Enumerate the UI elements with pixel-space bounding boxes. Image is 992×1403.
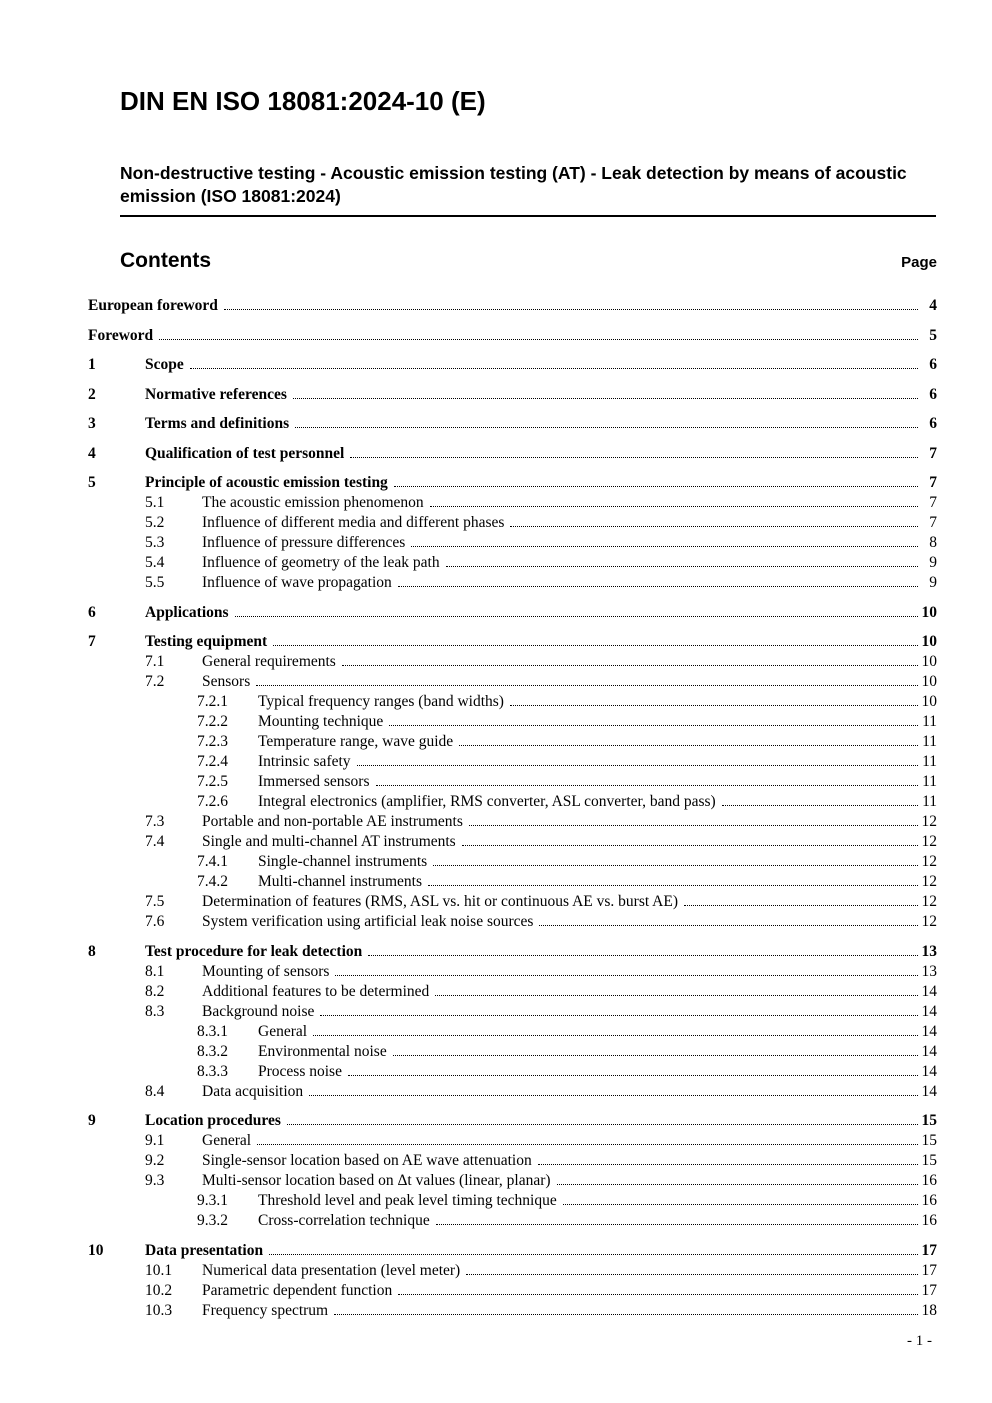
toc-entry-page: 14 [921, 1062, 937, 1080]
toc-entry [88, 355, 937, 375]
dot-leader [334, 1314, 918, 1315]
toc-entry [88, 962, 937, 982]
dot-leader [376, 785, 919, 786]
contents-heading: Contents [120, 249, 211, 272]
toc-entry-page: 7 [929, 494, 937, 511]
dot-leader [510, 705, 918, 706]
dot-leader [393, 1055, 918, 1056]
toc-entry-number: 10.3 [145, 1301, 173, 1319]
toc-entry-title: Scope [145, 356, 184, 373]
dot-leader [466, 1274, 918, 1275]
toc-entry [88, 1211, 937, 1231]
toc-entry-page: 18 [921, 1301, 937, 1319]
toc-entry-page: 15 [921, 1112, 937, 1129]
dot-leader [256, 685, 918, 686]
dot-leader [159, 339, 918, 340]
document-title: DIN EN ISO 18081:2024-10 (E) [120, 86, 486, 116]
toc-entry-title: Location procedures [145, 1112, 281, 1129]
toc-entry [88, 473, 937, 493]
toc-entry-page: 17 [921, 1241, 937, 1259]
toc-entry-number: 8.1 [145, 962, 165, 980]
toc-entry-number: 7.4.1 [197, 853, 228, 870]
toc-entry-number: 7.2.4 [197, 753, 228, 770]
toc-entry-number: 9.2 [145, 1152, 165, 1169]
toc-entry [88, 444, 937, 464]
dot-leader [435, 995, 918, 996]
toc-entry [88, 982, 937, 1002]
toc-entry [88, 326, 937, 346]
toc-entry-number: 9 [88, 1112, 96, 1129]
toc-entry-page: 9 [929, 554, 937, 571]
dot-leader [557, 1184, 918, 1185]
toc-entry [88, 1042, 937, 1062]
toc-entry-page: 7 [929, 514, 937, 531]
toc-entry-page: 15 [921, 1152, 937, 1169]
dot-leader [309, 1095, 918, 1096]
dot-leader [295, 427, 918, 428]
toc-entry-title: Environmental noise [258, 1042, 387, 1060]
dot-leader [348, 1075, 918, 1076]
toc-entry-title: Typical frequency ranges (band widths) [258, 693, 504, 710]
toc-entry-page: 5 [929, 326, 937, 344]
toc-entry-number: 6 [88, 603, 96, 621]
toc-entry-page: 14 [921, 1022, 937, 1040]
toc-entry-title: Integral electronics (amplifier, RMS converter, ASL converter, band pass) [258, 793, 716, 810]
toc-entry [88, 852, 937, 872]
toc-entry [88, 652, 937, 672]
toc-entry-number: 10 [88, 1241, 104, 1259]
toc-entry-title: Influence of wave propagation [202, 574, 392, 591]
toc-entry-number: 7.2.1 [197, 693, 228, 710]
dot-leader [510, 526, 918, 527]
dot-leader [398, 586, 918, 587]
toc-entry-title: Cross-correlation technique [258, 1212, 430, 1229]
toc-entry [88, 732, 937, 752]
toc-entry-title: Additional features to be determined [202, 982, 430, 1000]
dot-leader [436, 1224, 918, 1225]
toc-entry-page: 13 [921, 942, 937, 960]
toc-entry-title: Immersed sensors [258, 773, 370, 790]
dot-leader [287, 1124, 918, 1125]
dot-leader [368, 955, 918, 956]
toc-entry [88, 553, 937, 573]
toc-entry [88, 1002, 937, 1022]
toc-entry-title: Portable and non-portable AE instruments [202, 813, 463, 830]
toc-entry-title: Multi-sensor location based on Δt values (linear, planar) [202, 1172, 551, 1189]
toc-entry-page: 16 [921, 1212, 937, 1229]
toc-entry-page: 15 [921, 1132, 937, 1149]
toc-entry-number: 7.2.6 [197, 793, 228, 810]
contents-header [120, 249, 937, 273]
toc-entry-title: General [202, 1132, 252, 1149]
toc-entry-number: 5.1 [145, 494, 165, 511]
toc-entry [88, 533, 937, 553]
toc-entry-title: Background noise [202, 1002, 315, 1020]
toc-entry-page: 16 [921, 1172, 937, 1189]
toc-entry-number: 7.1 [145, 653, 165, 670]
toc-entry-page: 14 [921, 982, 937, 1000]
dot-leader [563, 1204, 918, 1205]
toc-entry [88, 872, 937, 892]
toc-entry-title: Intrinsic safety [258, 753, 351, 770]
toc-entry [88, 692, 937, 712]
toc-entry-number: 7.5 [145, 893, 165, 910]
toc-entry-title: Normative references [145, 385, 287, 403]
toc-entry-number: 5 [88, 474, 96, 491]
toc-entry-title: Threshold level and peak level timing technique [258, 1192, 557, 1209]
toc-entry-page: 7 [929, 444, 937, 462]
toc-entry [88, 493, 937, 513]
toc-entry-number: 8.4 [145, 1082, 165, 1100]
toc-entry-title: Data acquisition [202, 1082, 304, 1100]
toc-entry-page: 10 [921, 633, 937, 650]
dot-leader [224, 309, 918, 310]
toc-entry-title: Multi-channel instruments [258, 873, 423, 890]
toc-entry-number: 5.3 [145, 534, 165, 551]
toc-entry-title: Terms and definitions [145, 415, 290, 432]
toc-entry [88, 712, 937, 732]
dot-leader [539, 925, 918, 926]
toc-entry-title: Principle of acoustic emission testing [145, 474, 388, 491]
toc-entry-number: 8.3.3 [197, 1062, 228, 1080]
toc-entry-title: General [258, 1022, 308, 1040]
toc-entry-page: 11 [922, 733, 937, 750]
toc-entry [88, 1022, 937, 1042]
dot-leader [433, 865, 918, 866]
dot-leader [357, 765, 918, 766]
toc-entry-title: Data presentation [145, 1241, 264, 1259]
toc-entry-number: 7.2.5 [197, 773, 228, 790]
toc-entry-number: 7.2 [145, 673, 165, 690]
dot-leader [342, 665, 918, 666]
toc-entry-title: Influence of pressure differences [202, 534, 406, 551]
toc-entry-title: Temperature range, wave guide [258, 733, 454, 750]
toc-entry-title: Influence of different media and different phases [202, 514, 505, 531]
toc-entry-title: Single-sensor location based on AE wave attenuation [202, 1152, 532, 1169]
toc-entry-number: 7.6 [145, 913, 165, 930]
toc-entry-title: Foreword [88, 326, 154, 344]
toc-entry [88, 812, 937, 832]
toc-entry-number: 7 [88, 633, 96, 650]
toc-entry-number: 9.3.2 [197, 1212, 228, 1229]
toc-entry [88, 1082, 937, 1102]
toc-entry-number: 7.4 [145, 833, 165, 850]
toc-entry-page: 11 [922, 713, 937, 730]
toc-entry-page: 12 [921, 813, 937, 830]
dot-leader [335, 975, 918, 976]
page-number-footer: - 1 - [907, 1333, 932, 1349]
dot-leader [293, 398, 918, 399]
toc-entry-page: 6 [929, 385, 937, 403]
toc-entry-title: Test procedure for leak detection [145, 942, 363, 960]
toc-entry-page: 10 [921, 693, 937, 710]
toc-entry-number: 8 [88, 942, 96, 960]
toc-entry-title: Qualification of test personnel [145, 444, 345, 462]
toc-entry-title: Mounting of sensors [202, 962, 330, 980]
toc-entry [88, 1131, 937, 1151]
toc-entry [88, 632, 937, 652]
toc-entry [88, 772, 937, 792]
toc-entry [88, 1281, 937, 1301]
dot-leader [722, 805, 918, 806]
toc-entry [88, 672, 937, 692]
dot-leader [684, 905, 918, 906]
dot-leader [469, 825, 918, 826]
toc-entry [88, 414, 937, 434]
toc-entry-number: 10.1 [145, 1261, 173, 1279]
toc-entry-title: Testing equipment [145, 633, 268, 650]
toc-entry-title: Frequency spectrum [202, 1301, 329, 1319]
toc-entry-page: 7 [929, 474, 937, 491]
toc-entry-number: 9.3.1 [197, 1192, 228, 1209]
toc-entry-page: 6 [929, 356, 937, 373]
toc-entry-page: 11 [922, 773, 937, 790]
toc-entry [88, 1171, 937, 1191]
toc-entry-number: 8.3 [145, 1002, 165, 1020]
toc-entry [88, 942, 937, 962]
toc-entry-title: Process noise [258, 1062, 342, 1080]
toc-entry [88, 1151, 937, 1171]
toc-entry-page: 12 [921, 873, 937, 890]
toc-entry [88, 912, 937, 932]
toc-entry-number: 8.3.2 [197, 1042, 228, 1060]
toc-entry [88, 1191, 937, 1211]
toc-entry-number: 1 [88, 356, 96, 373]
dot-leader [235, 616, 918, 617]
toc-entry-title: System verification using artificial leak noise sources [202, 913, 534, 930]
toc-entry-number: 2 [88, 385, 96, 403]
toc-entry-page: 14 [921, 1082, 937, 1100]
toc-entry-page: 17 [921, 1261, 937, 1279]
dot-leader [190, 368, 918, 369]
toc-entry [88, 1111, 937, 1131]
toc-entry-number: 3 [88, 415, 96, 432]
toc-entry [88, 603, 937, 623]
toc-entry-number: 4 [88, 444, 96, 462]
toc-entry [88, 513, 937, 533]
toc-entry-title: Single-channel instruments [258, 853, 428, 870]
toc-entry-page: 12 [921, 893, 937, 910]
toc-entry-number: 5.2 [145, 514, 165, 531]
toc-entry [88, 385, 937, 405]
dot-leader [446, 566, 918, 567]
toc-entry-title: Numerical data presentation (level meter) [202, 1261, 461, 1279]
toc-entry-page: 11 [922, 753, 937, 770]
toc-entry [88, 573, 937, 593]
toc-entry-title: Sensors [202, 673, 251, 690]
toc-entry [88, 752, 937, 772]
dot-leader [273, 645, 918, 646]
toc-entry-number: 9.3 [145, 1172, 165, 1189]
toc-entry [88, 892, 937, 912]
toc-entry-page: 10 [921, 653, 937, 670]
dot-leader [411, 546, 918, 547]
toc-entry-page: 17 [921, 1281, 937, 1299]
toc-entry-title: European foreword [88, 297, 218, 314]
toc-entry-page: 14 [921, 1042, 937, 1060]
table-of-contents [88, 296, 937, 1321]
toc-entry [88, 792, 937, 812]
toc-entry-title: Influence of geometry of the leak path [202, 554, 440, 571]
toc-entry-page: 12 [921, 833, 937, 850]
toc-entry-number: 10.2 [145, 1281, 173, 1299]
toc-entry-title: Mounting technique [258, 713, 384, 730]
toc-entry [88, 1261, 937, 1281]
dot-leader [462, 845, 918, 846]
toc-entry-page: 10 [921, 603, 937, 621]
toc-entry-title: The acoustic emission phenomenon [202, 494, 424, 511]
dot-leader [394, 486, 918, 487]
toc-entry [88, 1301, 937, 1321]
toc-entry-number: 8.3.1 [197, 1022, 228, 1040]
toc-entry [88, 1241, 937, 1261]
toc-entry-page: 9 [929, 574, 937, 591]
toc-entry-page: 11 [922, 793, 937, 810]
toc-entry-page: 4 [929, 297, 937, 314]
toc-entry [88, 296, 937, 316]
toc-entry-number: 7.4.2 [197, 873, 228, 890]
dot-leader [320, 1015, 918, 1016]
dot-leader [313, 1035, 918, 1036]
toc-entry-title: Parametric dependent function [202, 1281, 393, 1299]
dot-leader [269, 1254, 918, 1255]
toc-entry-page: 16 [921, 1192, 937, 1209]
toc-entry-page: 12 [921, 853, 937, 870]
toc-entry-page: 6 [929, 415, 937, 432]
toc-entry-number: 5.5 [145, 574, 165, 591]
dot-leader [389, 725, 918, 726]
toc-entry-number: 7.2.2 [197, 713, 228, 730]
toc-entry-page: 12 [921, 913, 937, 930]
toc-entry-title: Applications [145, 603, 229, 621]
toc-entry-number: 8.2 [145, 982, 165, 1000]
toc-entry-title: General requirements [202, 653, 336, 670]
dot-leader [430, 506, 918, 507]
toc-entry-number: 5.4 [145, 554, 165, 571]
toc-entry-title: Single and multi-channel AT instruments [202, 833, 456, 850]
toc-entry-number: 7.3 [145, 813, 165, 830]
dot-leader [459, 745, 918, 746]
toc-entry [88, 832, 937, 852]
dot-leader [538, 1164, 918, 1165]
dot-leader [428, 885, 918, 886]
dot-leader [350, 457, 918, 458]
dot-leader [398, 1294, 918, 1295]
toc-entry-page: 10 [921, 673, 937, 690]
toc-entry-number: 9.1 [145, 1132, 165, 1149]
toc-entry-page: 13 [921, 962, 937, 980]
toc-entry-page: 14 [921, 1002, 937, 1020]
dot-leader [257, 1144, 918, 1145]
toc-entry-title: Determination of features (RMS, ASL vs. hit or continuous AE vs. burst AE) [202, 893, 679, 910]
toc-entry-number: 7.2.3 [197, 733, 228, 750]
page-column-label: Page [901, 254, 937, 271]
toc-entry [88, 1062, 937, 1082]
document-subtitle: Non-destructive testing - Acoustic emission testing (AT) - Leak detection by means of acoustic emission (ISO 18081:2024) [120, 162, 936, 217]
toc-entry-page: 8 [929, 534, 937, 551]
